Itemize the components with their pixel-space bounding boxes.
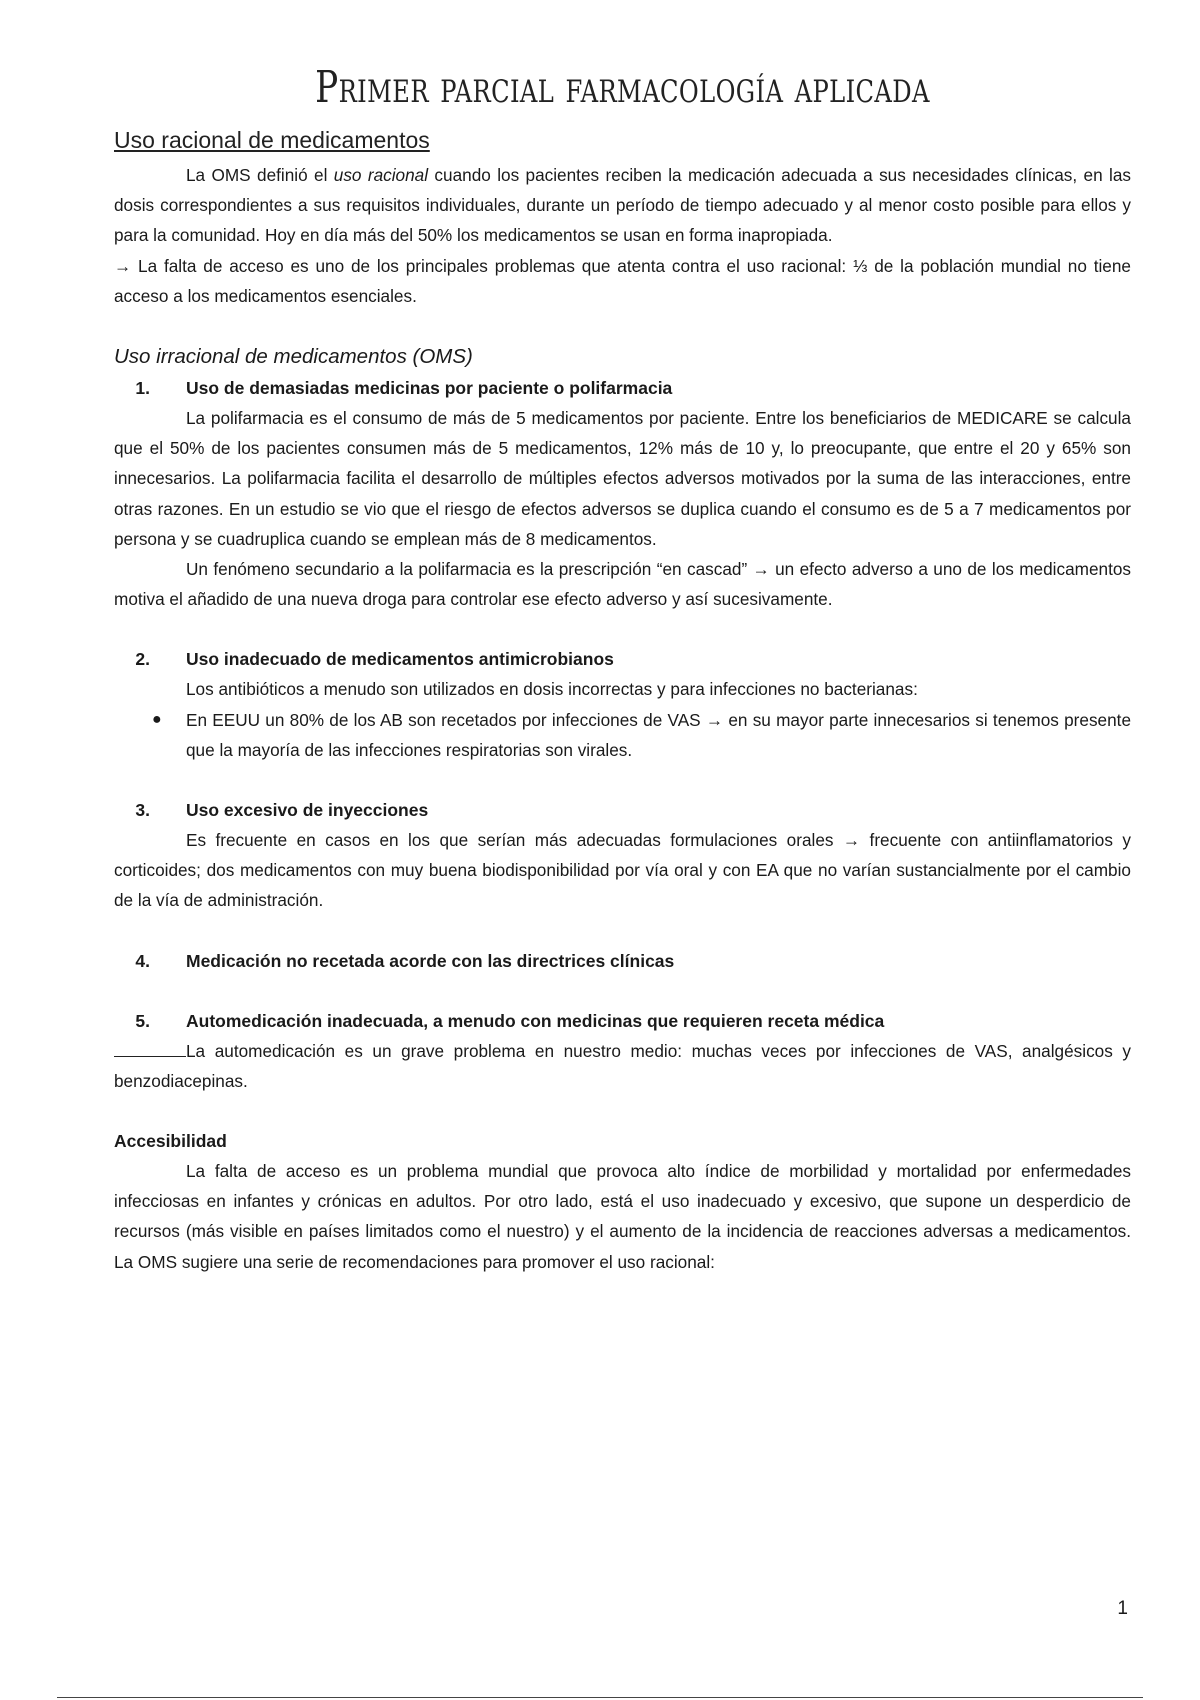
list-item-heading-2: 2. Uso inadecuado de medicamentos antimicrobianos [135, 649, 614, 670]
paragraph-falta-acceso: → La falta de acceso es uno de los principales problemas que atenta contra el uso racional: ⅓ de la población mundial no tiene acceso a los medicamentos esenciales. [114, 255, 1131, 306]
section-heading-uso-racional: Uso racional de medicamentos [114, 127, 430, 153]
section-heading-accesibilidad: Accesibilidad [114, 1131, 227, 1152]
paragraph-antibioticos: Los antibióticos a menudo son utilizados en dosis incorrectas y para infecciones no bacterianas: [186, 679, 918, 700]
paragraph-accesibilidad: La falta de acceso es un problema mundial que provoca alto índice de morbilidad y mortalidad por enfermedades infecciosas en infantes y crónicas en adultos. Por otro lado, está el uso inadecuado y excesivo, que supone un desperdicio de recursos (más visible en países limitados como el nuestro) y el aumento de la incidencia de reacciones adversas a medicamentos. La OMS sugiere una serie de recomendaciones para promover el uso racional: [114, 1161, 1131, 1272]
paragraph-polifarmacia: La polifarmacia es el consumo de más de 5 medicamentos por paciente. Entre los beneficiarios de MEDICARE se calcula que el 50% de los pacientes consumen más de 5 medicamentos, 12% más de 10 y, lo preocupante, que entre el 20 y 65% son innecesarios. La polifarmacia facilita el desarrollo de múltiples efectos adversos motivados por la suma de las interacciones, entre otras razones. En un estudio se vio que el riesgo de efectos adversos se duplica cuando el consumo es de 5 a 7 medicamentos por persona y se cuadruplica cuando se emplean más de 8 medicamentos. [114, 408, 1131, 549]
document-title: Primer parcial farmacología aplicada [315, 62, 930, 113]
bullet-icon: ● [152, 710, 162, 728]
footer-divider [57, 1697, 1143, 1698]
list-item-heading-4: 4. Medicación no recetada acorde con las directrices clínicas [135, 950, 675, 971]
section-heading-uso-irracional: Uso irracional de medicamentos (OMS) [114, 345, 473, 369]
list-item-heading-1: 1. Uso de demasiadas medicinas por paciente o polifarmacia [135, 378, 673, 399]
list-item-heading-5: 5. Automedicación inadecuada, a menudo con medicinas que requieren receta médica [135, 1010, 885, 1031]
paragraph-uso-racional-definicion: La OMS definió el uso racional cuando los pacientes reciben la medicación adecuada a sus necesidades clínicas, en las dosis correspondientes a sus requisitos individuales, durante un período de tiempo adecuado y al menor costo posible para ellos y para la comunidad. Hoy en día más del 50% los medicamentos se usan en forma inapropiada. [114, 165, 1131, 246]
document-page [114, 0, 1131, 1277]
page-number: 1 [1117, 1598, 1128, 1619]
list-item-heading-3: 3. Uso excesivo de inyecciones [135, 800, 429, 821]
paragraph-cascada: Un fenómeno secundario a la polifarmacia es la prescripción “en cascad” → un efecto adverso a uno de los medicamentos motiva el añadido de una nueva droga para controlar ese efecto adverso y así sucesivamente. [114, 559, 1131, 610]
paragraph-inyecciones: Es frecuente en casos en los que serían más adecuadas formulaciones orales → frecuente con antiinflamatorios y corticoides; dos medicamentos con muy buena biodisponibilidad por vía oral y con EA que no varían sustancialmente por el cambio de la vía de administración. [114, 830, 1131, 911]
paragraph-automedicacion: La automedicación es un grave problema en nuestro medio: muchas veces por infecciones de VAS, analgésicos y benzodiacepinas. [114, 1036, 1131, 1096]
emphasis-uso-racional: uso racional [333, 165, 429, 185]
bullet-item-eeuu: ● En EEUU un 80% de los AB son recetados por infecciones de VAS → en su mayor parte innecesarios si tenemos presente que la mayoría de las infecciones respiratorias son virales. [114, 705, 1131, 765]
underline-blank [114, 1038, 186, 1057]
